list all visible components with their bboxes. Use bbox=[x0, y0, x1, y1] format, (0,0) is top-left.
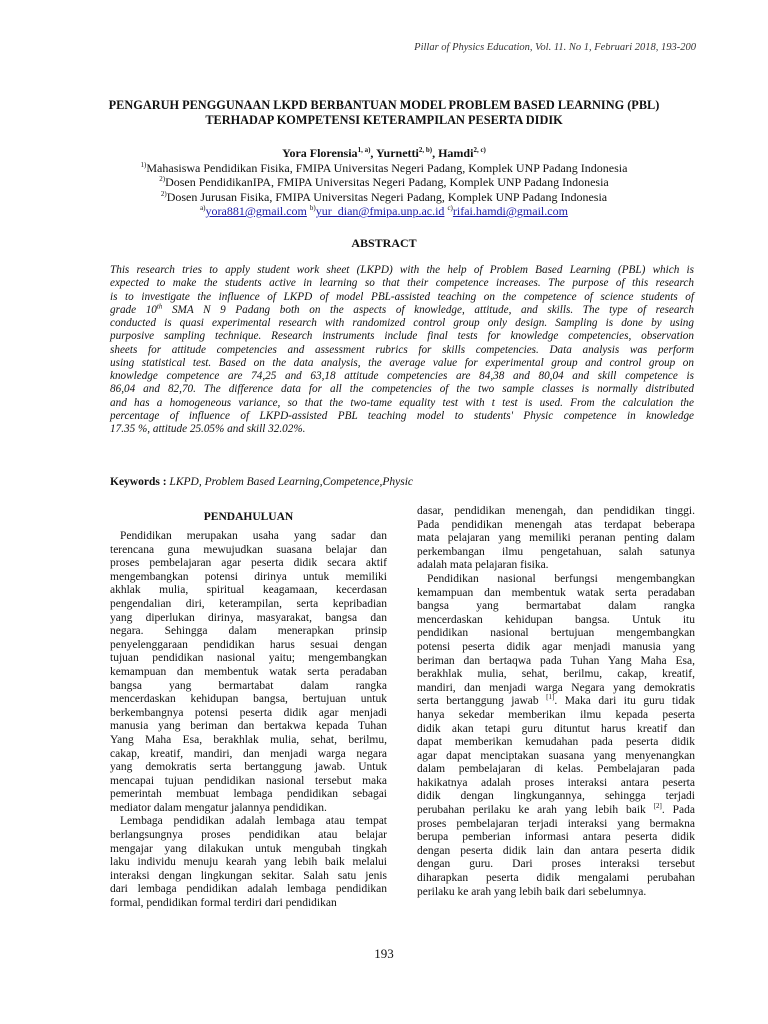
body-line: dari lembaga pendidikan adalah lembaga pendidikan bbox=[110, 883, 387, 896]
abstract-line: percentage of influence of LKPD-assisted PBL teaching model to students' Physic competence in knowledge bbox=[110, 409, 694, 422]
right-column bbox=[417, 505, 695, 899]
body-line: mencerdaskan kehidupan bangsa, bertujuan untuk bbox=[110, 693, 387, 706]
affiliation-2-text: Dosen PendidikanIPA, FMIPA Universitas Negeri Padang, Komplek UNP Padang Indonesia bbox=[165, 175, 609, 189]
abstract-line: 17.35 %, attitude 25.05% and skill 32.02%. bbox=[110, 423, 306, 435]
body-line: formal, pendidikan formal terdiri dari pendidikan bbox=[110, 897, 337, 910]
body-line: bangsa yang bermartabat dalam rangka bbox=[417, 600, 695, 613]
body-line: cakap, kreatif, mandiri, dan menjadi warga negara bbox=[110, 747, 387, 760]
page-number: 193 bbox=[374, 946, 394, 961]
body-line: terencana guna mewujudkan suasana belajar dan bbox=[110, 543, 387, 556]
body-line: interaksi dengan lingkungan sekitar. Salah satu jenis bbox=[110, 869, 387, 882]
body-line: laku individu menuju kearah yang lebih baik melalui bbox=[110, 856, 387, 869]
section-heading: PENDAHULUAN bbox=[203, 511, 294, 523]
body-line: penyelenggaraan pendidikan harus sesuai dengan bbox=[110, 638, 387, 651]
body-line: kemampuan dan membentuk watak serta peradaban bbox=[110, 665, 387, 678]
author-1-sup: 1, a) bbox=[357, 146, 371, 154]
abstract-line: 86,04 and 82,70. The difference data for all the competencies of the two sample classes is normally distributed bbox=[110, 383, 694, 396]
body-line-15a: serta bertanggung jawab bbox=[417, 695, 547, 708]
body-line: mata pelajaran yang memiliki peranan penting dalam bbox=[417, 532, 695, 545]
body-line: diharapkan peserta didik mengalami perubahan bbox=[417, 872, 695, 885]
body-line: hakikatnya adalah proses interaksi antara peserta bbox=[417, 776, 695, 789]
body-line: perkembangan ilmu pengetahuan, salah satunya bbox=[417, 545, 695, 558]
body-line: Yang Maha Esa, berakhlak mulia, sehat, berilmu, bbox=[110, 733, 387, 746]
email-a-sup: a) bbox=[200, 204, 206, 212]
abstract-heading: ABSTRACT bbox=[351, 236, 417, 250]
abstract-line: and has a homogeneous variance, so that the two-tame equality test with t test is used. From the calculation the bbox=[110, 396, 694, 409]
abstract-line: sheets for attitude competencies and assessment rubrics for skills competencies. Data analysis was perform bbox=[110, 343, 694, 356]
abstract-line-4b: SMA N 9 Padang both on the aspects of knowledge, attitude, and skills. The type of research bbox=[162, 303, 694, 316]
body-line bbox=[417, 804, 695, 818]
keywords bbox=[110, 476, 694, 488]
email-b-sup: b) bbox=[309, 204, 316, 212]
author-3-sup: 2, c) bbox=[473, 146, 486, 154]
body-line-23b: . Pada bbox=[661, 804, 695, 817]
abstract-line: purposive sampling technique. Research instruments include final tests for knowledge competencies, observation bbox=[110, 330, 694, 343]
body-line: mencapai tujuan pendidikan nasional tersebut maka bbox=[110, 774, 387, 787]
abstract-line: is to investigate the influence of LKPD of model PBL-assisted teaching on the competence of science students of bbox=[110, 290, 694, 303]
body-line: berakhlak mulia, sehat, berilmu, cakap, kreatif, bbox=[417, 668, 695, 681]
affiliation-1 bbox=[100, 161, 668, 176]
body-line: kemampuan dan membentuk watak serta peradaban bbox=[417, 586, 695, 599]
email-link-a[interactable]: yora881@gmail.com bbox=[205, 204, 307, 218]
body-line: dengan peserta didik lain dan antara peserta didik bbox=[417, 844, 695, 857]
author-2-sup: 2, b) bbox=[418, 146, 433, 154]
body-line: perilaku ke arah yang lebih baik dari sebelumnya. bbox=[417, 885, 647, 898]
email-c-sup: c) bbox=[447, 204, 453, 212]
body-line: Pada pendidikan menengah atas terdapat beberapa bbox=[417, 518, 695, 531]
abstract-line: expected to make the students active in learning so that their competence increases. The purpose of this research bbox=[110, 277, 694, 290]
body-line: Pendidikan nasional berfungsi mengembangkan bbox=[427, 572, 695, 585]
paper-title bbox=[100, 98, 668, 128]
body-line: agar dapat menciptakan suasana yang menyenangkan bbox=[417, 749, 695, 762]
author-2: Yurnetti bbox=[375, 146, 419, 160]
citation-2[interactable]: [2] bbox=[653, 802, 662, 811]
body-line: pengendalian diri, keterampilan, serta kepribadian bbox=[110, 597, 387, 610]
author-3: Hamdi bbox=[438, 146, 474, 160]
body-line: mengajar yang dilakukan untuk mengubah tingkah bbox=[110, 842, 387, 855]
body-line: berkembangnya potensi peserta didik agar menjadi bbox=[110, 706, 387, 719]
body-line: mandiri, dan menjadi warga Negara yang demokratis bbox=[417, 681, 695, 694]
body-line: mediator dalam mengatur jalannya pendidikan. bbox=[110, 801, 327, 814]
body-line: proses pembelajaran agar peserta didik secara aktif bbox=[110, 557, 387, 570]
body-line-23a: perubahan perilaku ke arah yang lebih baik bbox=[417, 804, 654, 817]
body-line: adalah mata pelajaran fisika. bbox=[417, 559, 549, 572]
body-line: dalam pembelajaran di kelas. Pembelajaran pada bbox=[417, 763, 695, 776]
body-line: dapat memberikan kemudahan pada peserta didik bbox=[417, 736, 695, 749]
left-column bbox=[110, 530, 387, 911]
body-line: Pendidikan merupakan usaha yang sadar dan bbox=[120, 530, 387, 542]
affiliation-1-sup: 1) bbox=[140, 160, 147, 169]
author-block bbox=[100, 146, 668, 219]
body-line: hanya sekedar memberikan ilmu kepada peserta bbox=[417, 708, 695, 721]
abstract-line: knowledge competence are 74,25 and 63,18 attitude competencies are 84,38 and 80,04 and skill competence is bbox=[110, 370, 694, 382]
abstract-body bbox=[110, 264, 694, 436]
email-link-b[interactable]: yur_dian@fmipa.unp.ac.id bbox=[315, 204, 445, 218]
abstract-line-4a: grade 10 bbox=[110, 303, 157, 316]
abstract-line bbox=[110, 304, 694, 317]
body-line: berlangsungnya proses pendidikan atau belajar bbox=[110, 829, 387, 842]
affiliation-1-text: Mahasiswa Pendidikan Fisika, FMIPA Universitas Negeri Padang, Komplek UNP Padang Indonesia bbox=[146, 160, 628, 175]
body-line: dasar, pendidikan menengah, dan pendidikan tinggi. bbox=[417, 505, 695, 517]
body-line: didik akan tetapi guru dituntut harus kreatif dan bbox=[417, 722, 695, 735]
affiliation-2 bbox=[100, 175, 668, 190]
body-line: proses pembelajaran terjadi interaksi yang bermakna bbox=[417, 817, 695, 830]
title-line-2: TERHADAP KOMPETENSI KETERAMPILAN PESERTA DIDIK bbox=[205, 113, 563, 127]
body-line: manusia yang beriman dan bertakwa kepada Tuhan bbox=[110, 720, 387, 733]
abstract-line: This research tries to apply student work sheet (LKPD) with the help of Problem Based Learning (PBL) which is bbox=[110, 264, 694, 276]
author-names: Yora Florensia$^{1, a)}$, Yurnetti$^{2, b)}$, Hamdi$^{2, c)}$ bbox=[282, 146, 486, 160]
citation-1[interactable]: [1] bbox=[546, 693, 555, 702]
body-line: pendidikan nasional bertujuan mengembangkan bbox=[417, 627, 695, 640]
body-line: yang demokratis serta bertanggung jawab. Untuk bbox=[110, 761, 387, 774]
body-line: mengembangkan potensi dirinya untuk memiliki bbox=[110, 570, 387, 583]
body-line: beriman dan bertaqwa pada Tuhan Yang Maha Esa, bbox=[417, 654, 695, 667]
body-line: yang diperlukan dirinya, masyarakat, bangsa dan bbox=[110, 611, 387, 624]
body-line: berupa pemberian informasi antara peserta didik bbox=[417, 831, 695, 844]
body-line: akhlak mulia, spiritual keagamaan, kecerdasan bbox=[110, 584, 387, 597]
body-line: tujuan pendidikan nasional yaitu; mengembangkan bbox=[110, 652, 387, 665]
body-line: Lembaga pendidikan adalah lembaga atau tempat bbox=[120, 815, 387, 828]
keywords-label: Keywords : bbox=[110, 476, 167, 488]
body-line: negara. Sehingga dalam menerapkan prinsip bbox=[110, 625, 387, 638]
keywords-text: LKPD, Problem Based Learning,Competence,Physic bbox=[166, 476, 414, 488]
body-line: pemerintah membuat lembaga pendidikan sebagai bbox=[110, 788, 387, 801]
abstract-line: using statistical test. Based on the data analysis, the average value for experimental group and control group on bbox=[110, 356, 694, 369]
body-line: didik dengan lingkungannya, sehingga terjadi bbox=[417, 790, 695, 803]
affiliation-3-sup: 2) bbox=[160, 189, 167, 198]
email-line bbox=[100, 204, 668, 219]
abstract-grade-sup: th bbox=[156, 302, 163, 311]
body-line: potensi peserta didik agar menjadi manusia yang bbox=[417, 640, 695, 653]
abstract-line: conducted is quasi experimental research with randomized control group only design. Sampling is done by using bbox=[110, 317, 694, 329]
body-line bbox=[417, 695, 695, 709]
title-line-1: PENGARUH PENGGUNAAN LKPD BERBANTUAN MODEL PROBLEM BASED LEARNING (PBL) bbox=[108, 98, 660, 112]
affiliation-2-sup: 2) bbox=[159, 175, 166, 183]
body-line: dengan guru. Dari proses interaksi tersebut bbox=[417, 858, 695, 871]
email-link-c[interactable]: rifai.hamdi@gmail.com bbox=[452, 204, 568, 218]
journal-header: Pillar of Physics Education, Vol. 11. No 1, Februari 2018, 193-200 bbox=[414, 42, 696, 53]
body-line-15b: . Maka dari itu guru tidak bbox=[554, 695, 695, 708]
author-1: Yora Florensia bbox=[282, 146, 358, 160]
affiliation-3-text: Dosen Jurusan Fisika, FMIPA Universitas Negeri Padang, Komplek UNP Padang Indonesia bbox=[166, 189, 608, 204]
body-line: mencerdaskan kehidupan bangsa. Untuk itu bbox=[417, 613, 695, 626]
body-line: bangsa yang bermartabat dalam rangka bbox=[110, 679, 387, 692]
affiliation-3 bbox=[100, 190, 668, 205]
